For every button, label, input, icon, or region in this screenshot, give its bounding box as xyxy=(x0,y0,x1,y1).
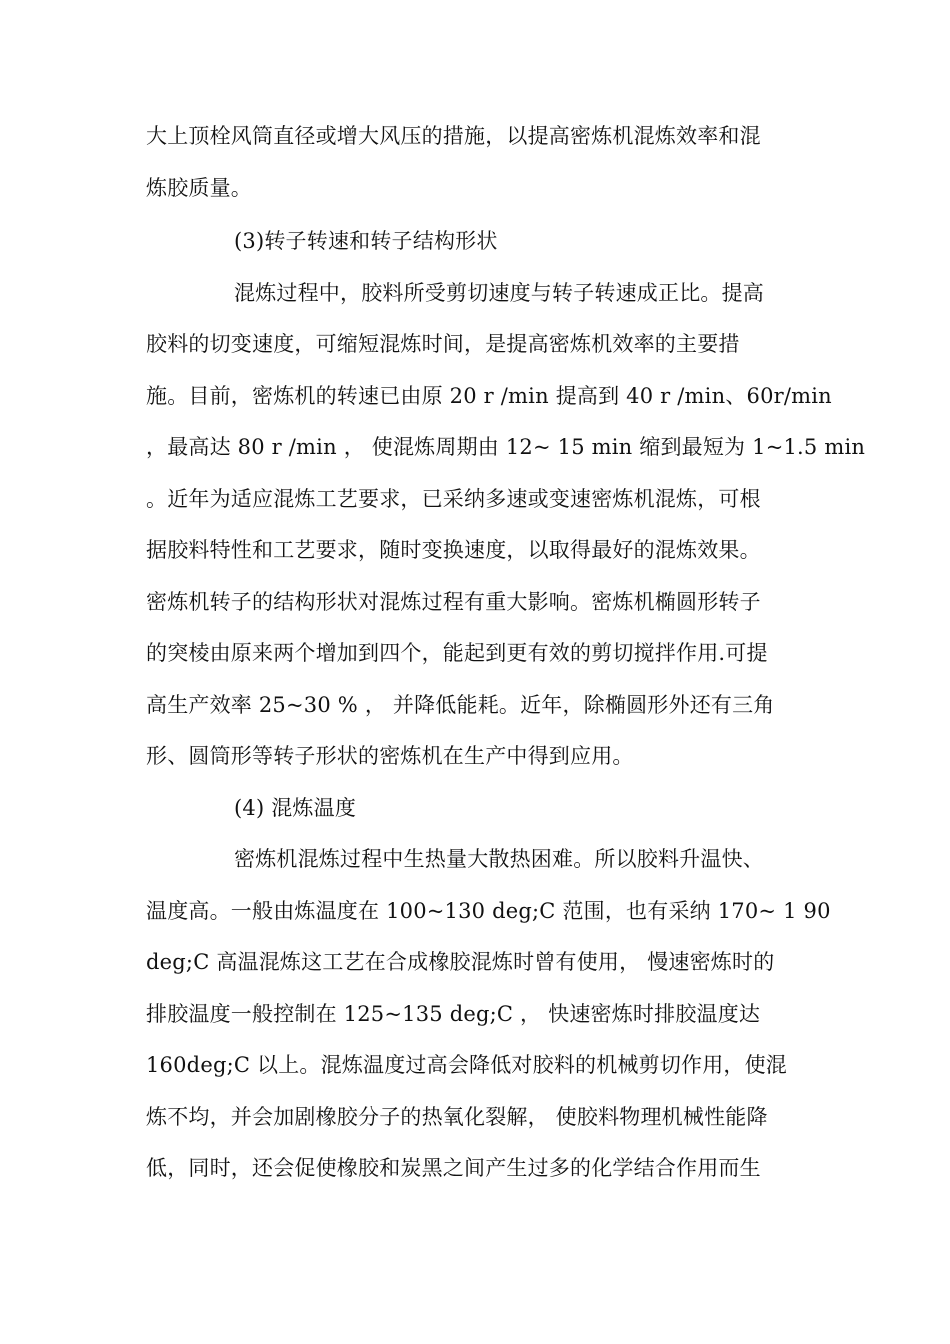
text-line: 排胶温度一般控制在 125~135 deg;C ， 快速密炼时排胶温度达 xyxy=(146,1002,761,1026)
text-line: 高生产效率 25~30 % ， 并降低能耗。近年，除椭圆形外还有三角 xyxy=(146,693,775,717)
text-line: 形、圆筒形等转子形状的密炼机在生产中得到应用。 xyxy=(146,744,634,768)
text-line: 胶料的切变速度，可缩短混炼时间，是提高密炼机效率的主要措 xyxy=(146,332,740,356)
text-line: 低，同时，还会促使橡胶和炭黑之间产生过多的化学结合作用而生 xyxy=(146,1156,761,1180)
text-line: 密炼机混炼过程中生热量大散热困难。所以胶料升温快、 xyxy=(234,847,764,871)
text-line: 大上顶栓风筒直径或增大风压的措施，以提高密炼机混炼效率和混 xyxy=(146,124,761,148)
text-line: 施。目前，密炼机的转速已由原 20 r /min 提高到 40 r /min、60r/min xyxy=(146,384,832,408)
text-line: 温度高。一般由炼温度在 100~130 deg;C 范围，也有采纳 170~ 1 90 xyxy=(146,899,831,923)
text-line: 。近年为适应混炼工艺要求，已采纳多速或变速密炼机混炼，可根 xyxy=(146,487,761,511)
text-line: 炼胶质量。 xyxy=(146,176,252,200)
text-line: ，最高达 80 r /min ， 使混炼周期由 12~ 15 min 缩到最短为 1~1.5 min xyxy=(146,435,866,459)
text-line: 炼不均，并会加剧橡胶分子的热氧化裂解， 使胶料物理机械性能降 xyxy=(146,1105,768,1129)
text-line: 据胶料特性和工艺要求，随时变换速度，以取得最好的混炼效果。 xyxy=(146,538,761,562)
text-line: 的突棱由原来两个增加到四个，能起到更有效的剪切搅拌作用.可提 xyxy=(146,641,768,665)
text-line: 160deg;C 以上。混炼温度过高会降低对胶料的机械剪切作用，使混 xyxy=(146,1053,788,1077)
section-heading: (3)转子转速和转子结构形状 xyxy=(234,229,498,253)
text-line: 密炼机转子的结构形状对混炼过程有重大影响。密炼机椭圆形转子 xyxy=(146,590,761,614)
text-line: deg;C 高温混炼这工艺在合成橡胶混炼时曾有使用， 慢速密炼时的 xyxy=(146,950,775,974)
section-heading: (4) 混炼温度 xyxy=(234,796,357,820)
text-line: 混炼过程中，胶料所受剪切速度与转子转速成正比。提高 xyxy=(234,281,764,305)
